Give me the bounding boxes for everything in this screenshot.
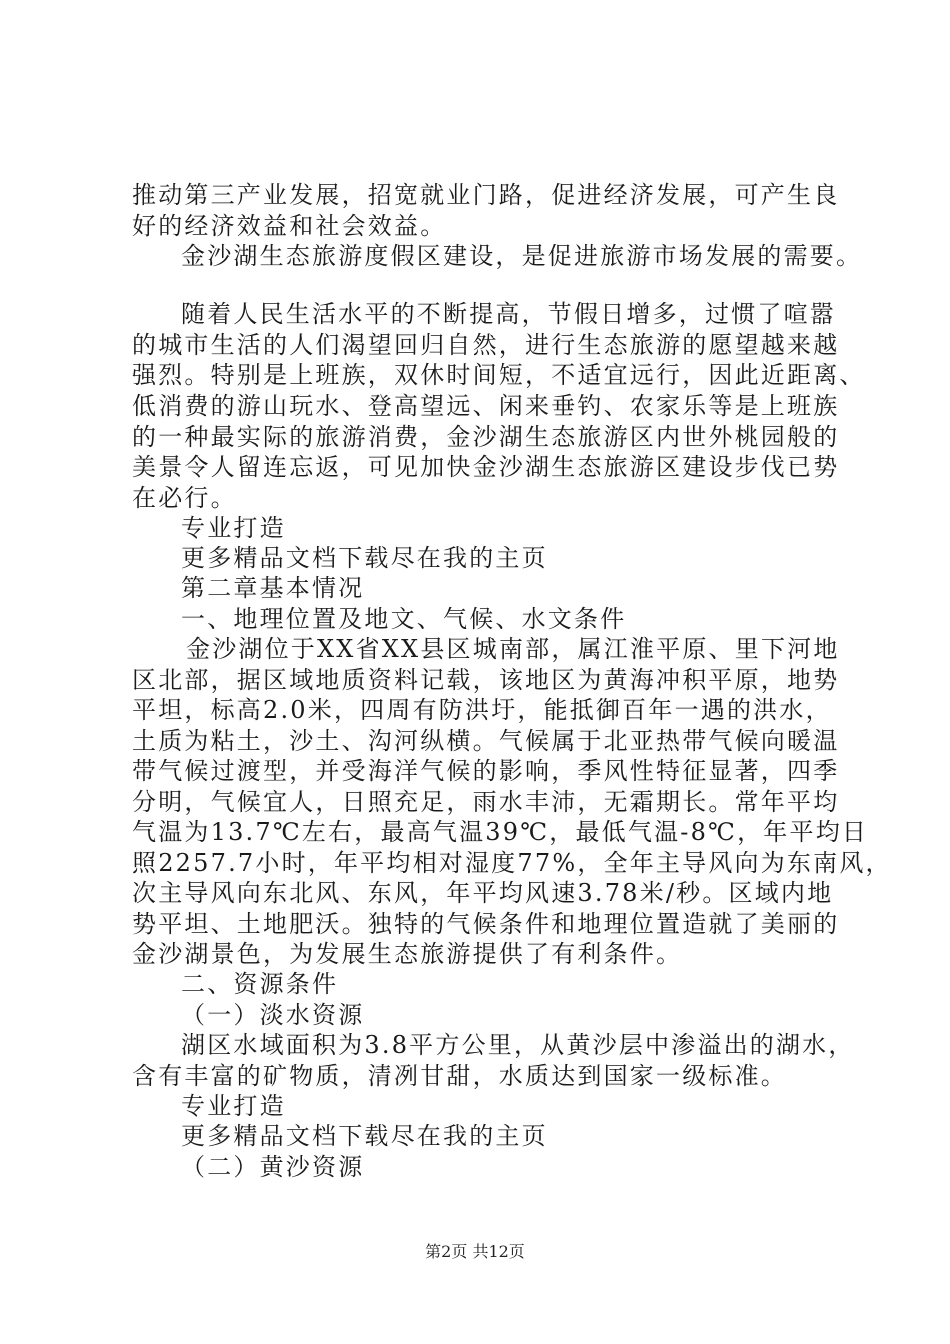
text-line: 金沙湖位于XX省XX县区城南部，属江淮平原、里下河地 [186, 635, 840, 663]
chapter-heading: 第二章基本情况 [181, 574, 365, 602]
text-line: 势平坦、土地肥沃。独特的气候条件和地理位置造就了美丽的 [132, 910, 840, 938]
text-line: 的城市生活的人们渴望回归自然，进行生态旅游的愿望越来越 [132, 331, 840, 359]
text-line: 湖区水域面积为3.8平方公里，从黄沙层中渗溢出的湖水， [181, 1031, 855, 1059]
text-line: 次主导风向东北风、东风，年平均风速3.78米/秒。区域内地 [132, 879, 834, 907]
text-line: 照2257.7小时，年平均相对湿度77%，全年主导风向为东南风， [132, 849, 892, 877]
text-line: 土质为粘土，沙土、沟河纵横。气候属于北亚热带气候向暖温 [132, 727, 840, 755]
text-line: 平坦，标高2.0米，四周有防洪圩，能抵御百年一遇的洪水， [132, 696, 832, 724]
text-line: 分明，气候宜人，日照充足，雨水丰沛，无霜期长。常年平均 [132, 788, 840, 816]
text-line: 在必行。 [132, 484, 237, 512]
promo-text: 更多精品文档下载尽在我的主页 [181, 544, 548, 572]
text-line: 随着人民生活水平的不断提高，节假日增多，过惯了喧嚣 [181, 300, 836, 328]
promo-text: 专业打造 [181, 1092, 286, 1120]
text-line: 推动第三产业发展，招宽就业门路，促进经济发展，可产生良 [132, 181, 840, 209]
text-line: 金沙湖生态旅游度假区建设，是促进旅游市场发展的需要。 [181, 242, 863, 270]
subsection-heading: （二）黄沙资源 [181, 1153, 365, 1181]
page-footer: 第2页 共12页 [425, 1242, 525, 1261]
text-line: 美景令人留连忘返，可见加快金沙湖生态旅游区建设步伐已势 [132, 453, 840, 481]
text-line: 的一种最实际的旅游消费，金沙湖生态旅游区内世外桃园般的 [132, 423, 840, 451]
text-line: 强烈。特别是上班族，双休时间短，不适宜远行，因此近距离、 [132, 361, 866, 389]
subsection-heading: （一）淡水资源 [181, 1001, 365, 1029]
text-line: 含有丰富的矿物质，清冽甘甜，水质达到国家一级标准。 [132, 1062, 787, 1090]
promo-text: 专业打造 [181, 514, 286, 542]
text-line: 带气候过渡型，并受海洋气候的影响，季风性特征显著，四季 [132, 757, 840, 785]
text-line: 好的经济效益和社会效益。 [132, 212, 447, 240]
promo-text: 更多精品文档下载尽在我的主页 [181, 1122, 548, 1150]
text-line: 金沙湖景色，为发展生态旅游提供了有利条件。 [132, 940, 683, 968]
section-heading: 二、资源条件 [181, 970, 339, 998]
section-heading: 一、地理位置及地文、气候、水文条件 [181, 605, 627, 633]
text-line: 气温为13.7℃左右，最高气温39℃，最低气温-8℃，年平均日 [132, 818, 869, 846]
text-line: 区北部，据区域地质资料记载，该地区为黄海冲积平原，地势 [132, 666, 840, 694]
text-line: 低消费的游山玩水、登高望远、闲来垂钓、农家乐等是上班族 [132, 392, 840, 420]
